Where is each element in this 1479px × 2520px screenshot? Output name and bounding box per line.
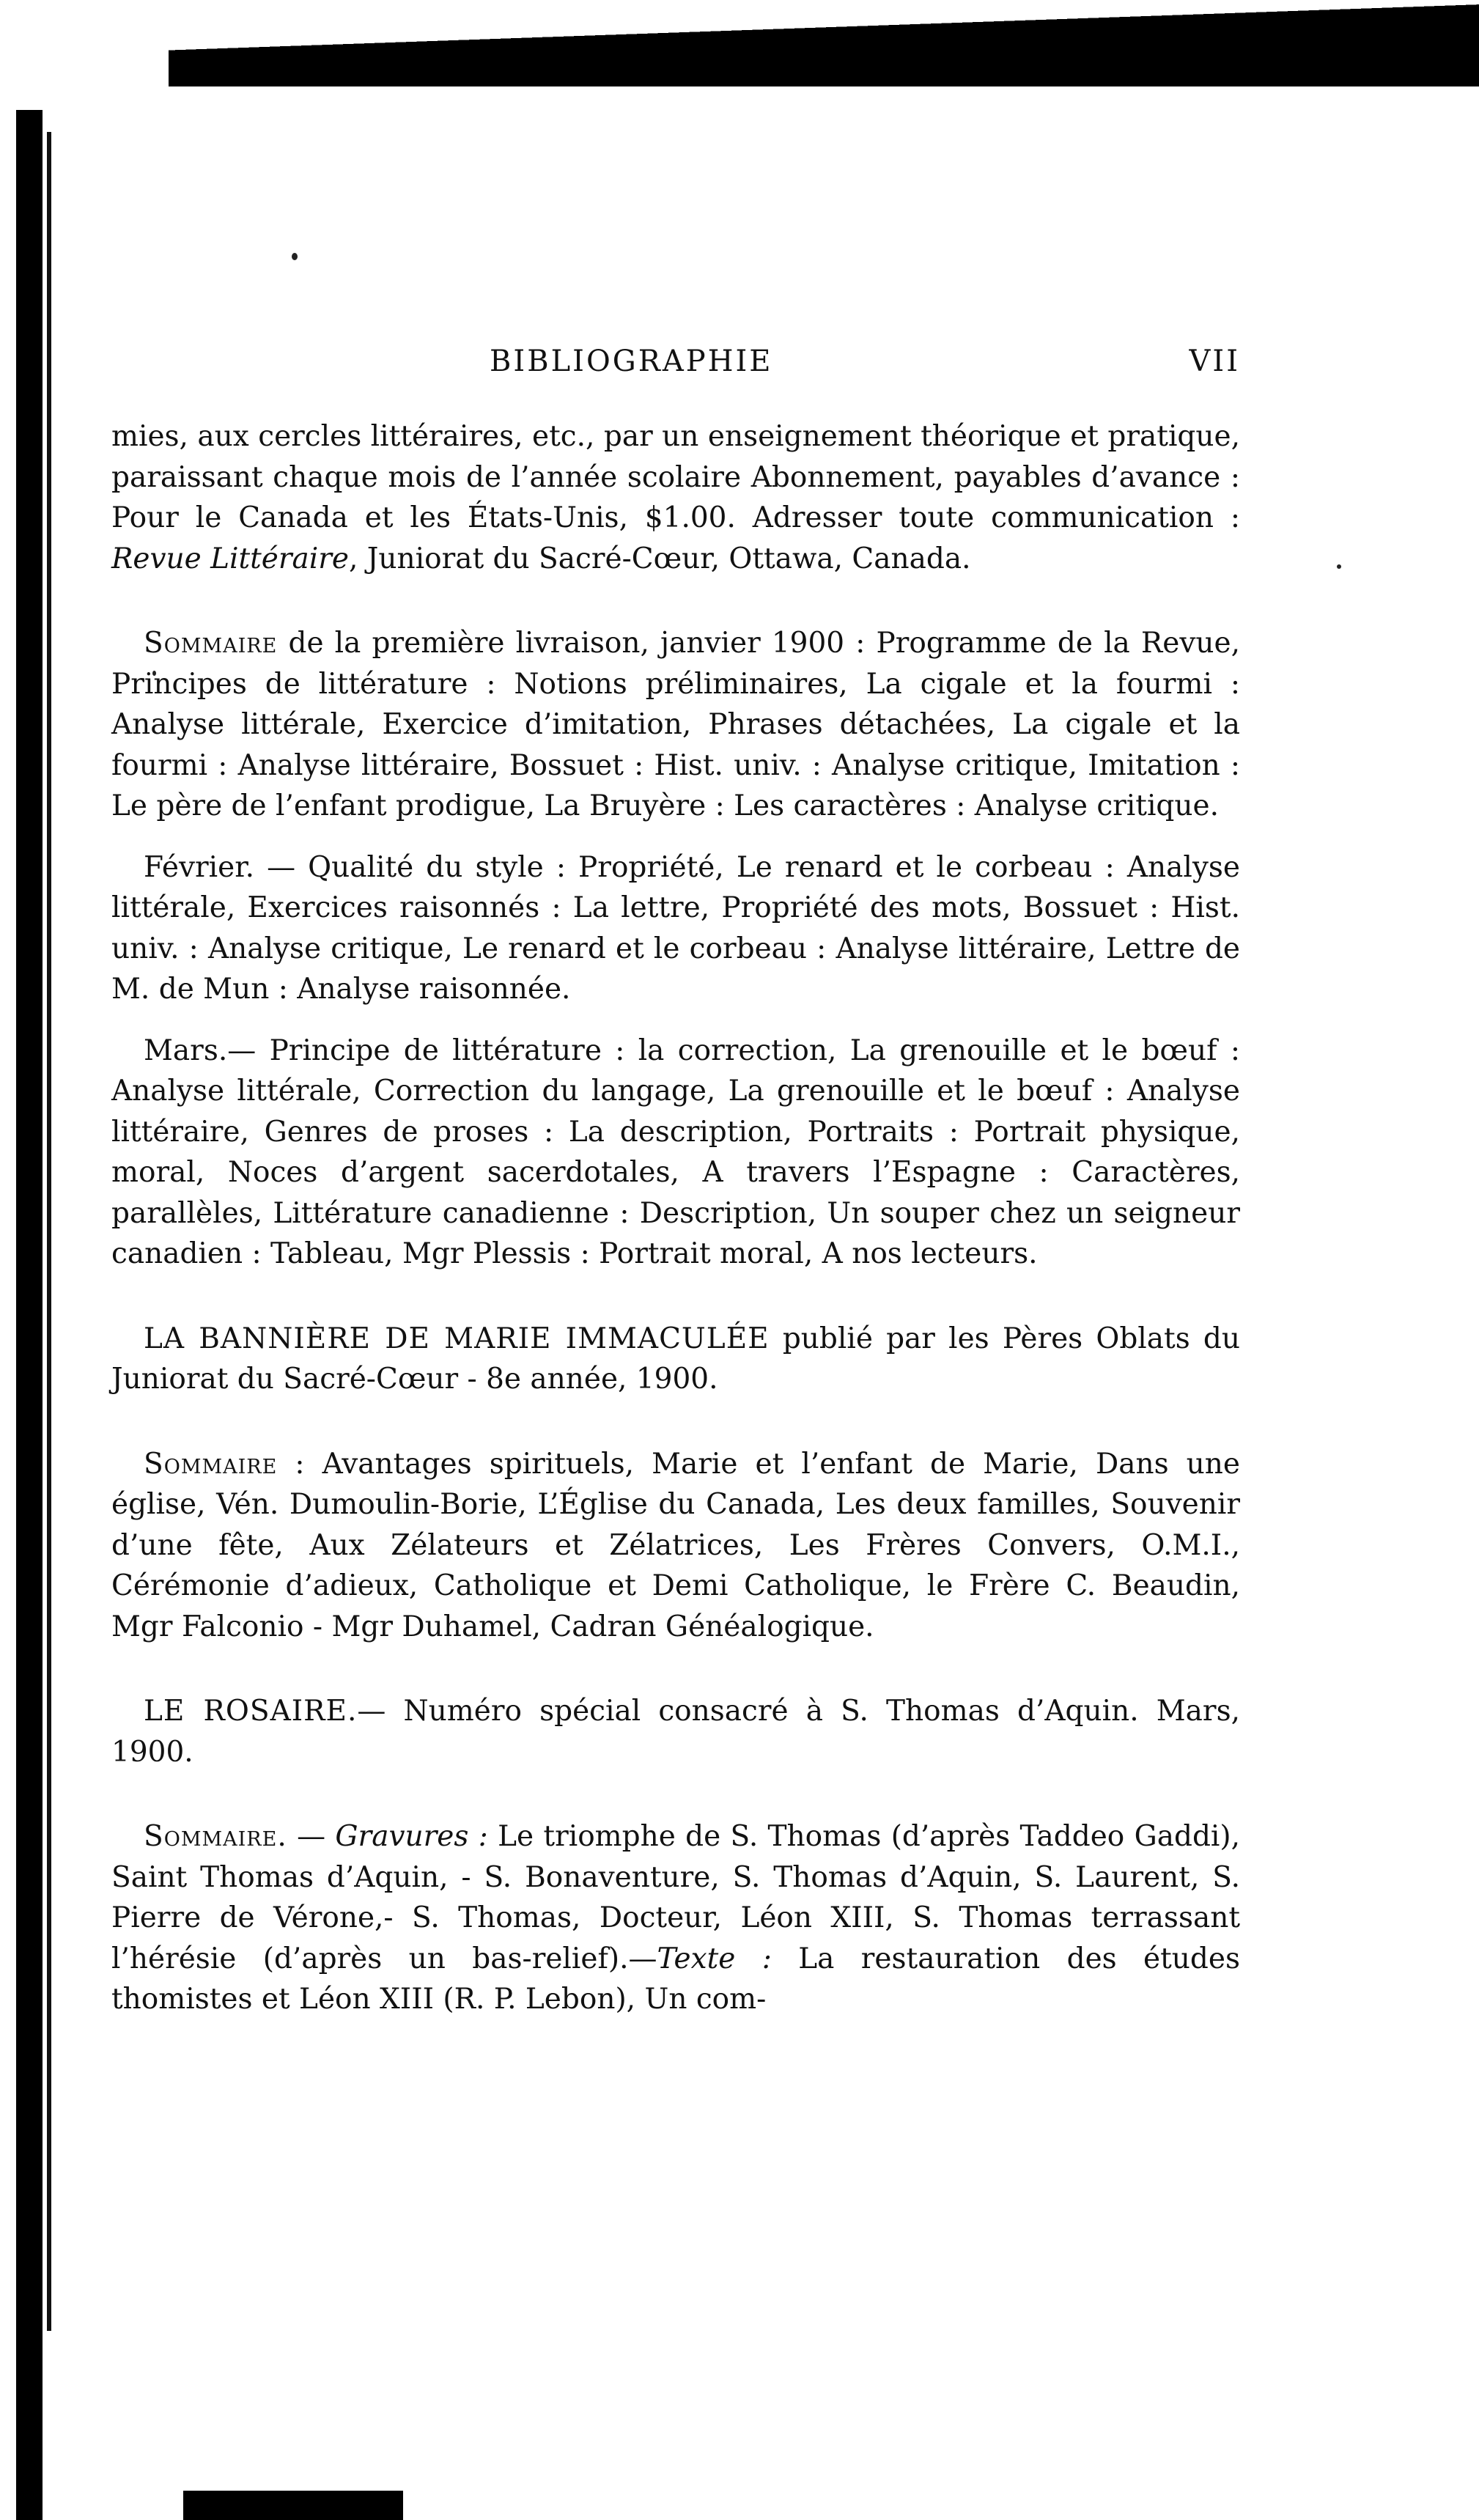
banniere-entry	[111, 1319, 1240, 1400]
texte-text: La restauration des études thomistes et Léon XIII (R. P. Lebon), Un com-	[111, 1942, 1240, 2016]
running-head	[111, 345, 1240, 388]
sommaire-label: Sommaire	[144, 1447, 278, 1481]
intro-paragraph	[111, 416, 1240, 579]
intro-text-end: , Juniorat du Sacré-Cœur, Ottawa, Canada.	[348, 542, 971, 575]
texte-label: Texte :	[657, 1942, 772, 1975]
rosaire-entry	[111, 1691, 1240, 1772]
sommaire-label: Sommaire	[144, 627, 278, 660]
scan-speck	[1337, 564, 1341, 569]
revue-mars: Mars.— Principe de littérature : la correction, La grenouille et le bœuf : Analyse littérale, Correction du langage, La grenouille et le bœuf : Analyse littéraire, Genres de proses : La description, Portraits : Portrait physique, moral, Noces d’argent sacerdotales, A travers l’Espagne : Caractères, parallèles, Littérature canadienne : Description, Un souper chez un seigneur canadien : Tableau, Mgr Plessis : Portrait moral, A nos lecteurs.	[111, 1034, 1240, 1270]
scan-shadow-bottom	[183, 2491, 403, 2520]
dash: —	[287, 1820, 336, 1853]
page-number: VII	[1189, 345, 1240, 378]
sommaire-text: : Avantages spirituels, Marie et l’enfant de Marie, Dans une église, Vén. Dumoulin-Borie, L’Église du Canada, Les deux familles, Souvenir d’une fête, Aux Zélateurs et Zélatrices, Les Frères Convers, O.M.I., Cérémonie d’adieux, Catholique et Demi Catholique, le Frère C. Beaudin, Mgr Falconio - Mgr Duhamel, Cadran Généalogique.	[111, 1447, 1240, 1643]
scan-shadow-top	[169, 0, 1479, 86]
sommaire-label: Sommaire.	[144, 1820, 287, 1853]
banniere-sommaire	[111, 1444, 1240, 1648]
intro-text: mies, aux cercles littéraires, etc., par un enseignement théorique et pratique, paraissant chaque mois de l’année scolaire Abonnement, payables d’avance : Pour le Canada et les États-Unis, $1.00. Adresser toute communication :	[111, 420, 1240, 534]
rosaire-title: LE ROSAIRE.	[144, 1695, 358, 1728]
running-title: BIBLIOGRAPHIE	[490, 345, 773, 378]
revue-fevrier: Février. — Qualité du style : Propriété, Le renard et le corbeau : Analyse littérale, Exercices raisonnés : La lettre, Propriété des mots, Bossuet : Hist. univ. : Analyse critique, Le renard et le corbeau : Analyse littéraire, Lettre de M. de Mun : Analyse raisonnée.	[111, 850, 1240, 1006]
rosaire-sommaire	[111, 1816, 1240, 2020]
scan-shadow-left	[16, 110, 43, 2520]
scan-speck	[292, 253, 298, 260]
banniere-text: publié par les Pères Oblats du Juniorat du Sacré-Cœur - 8e année, 1900.	[111, 1322, 1240, 1396]
sommaire-text: de la première livraison, janvier 1900 : Programme de la Revue, Principes de littérature : Notions préliminaires, La cigale et la fourmi : Analyse littérale, Exercice d’imitation, Phrases détachées, La cigale et la fourmi : Analyse littéraire, Bossuet : Hist. univ. : Analyse critique, Imitation : Le père de l’enfant prodigue, La Bruyère : Les caractères : Analyse critique.	[111, 627, 1240, 822]
gravures-label: Gravures :	[335, 1820, 488, 1853]
banniere-title: LA BANNIÈRE DE MARIE IMMACULÉE	[144, 1322, 770, 1355]
book-page	[111, 345, 1240, 2020]
journal-name: Revue Littéraire	[111, 542, 349, 575]
scan-shadow-left-thin	[47, 132, 51, 2331]
gravures-text: Le triomphe de S. Thomas (d’après Taddeo Gaddi), Saint Thomas d’Aquin, - S. Bonaventure, S. Thomas d’Aquin, S. Laurent, S. Pierre de Vérone,- S. Thomas, Docteur, Léon XIII, S. Thomas terrassant l’hérésie (d’après un bas-relief).—	[111, 1820, 1241, 1975]
rosaire-text: — Numéro spécial consacré à S. Thomas d’Aquin. Mars, 1900.	[111, 1695, 1240, 1769]
revue-sommaire	[111, 623, 1240, 827]
